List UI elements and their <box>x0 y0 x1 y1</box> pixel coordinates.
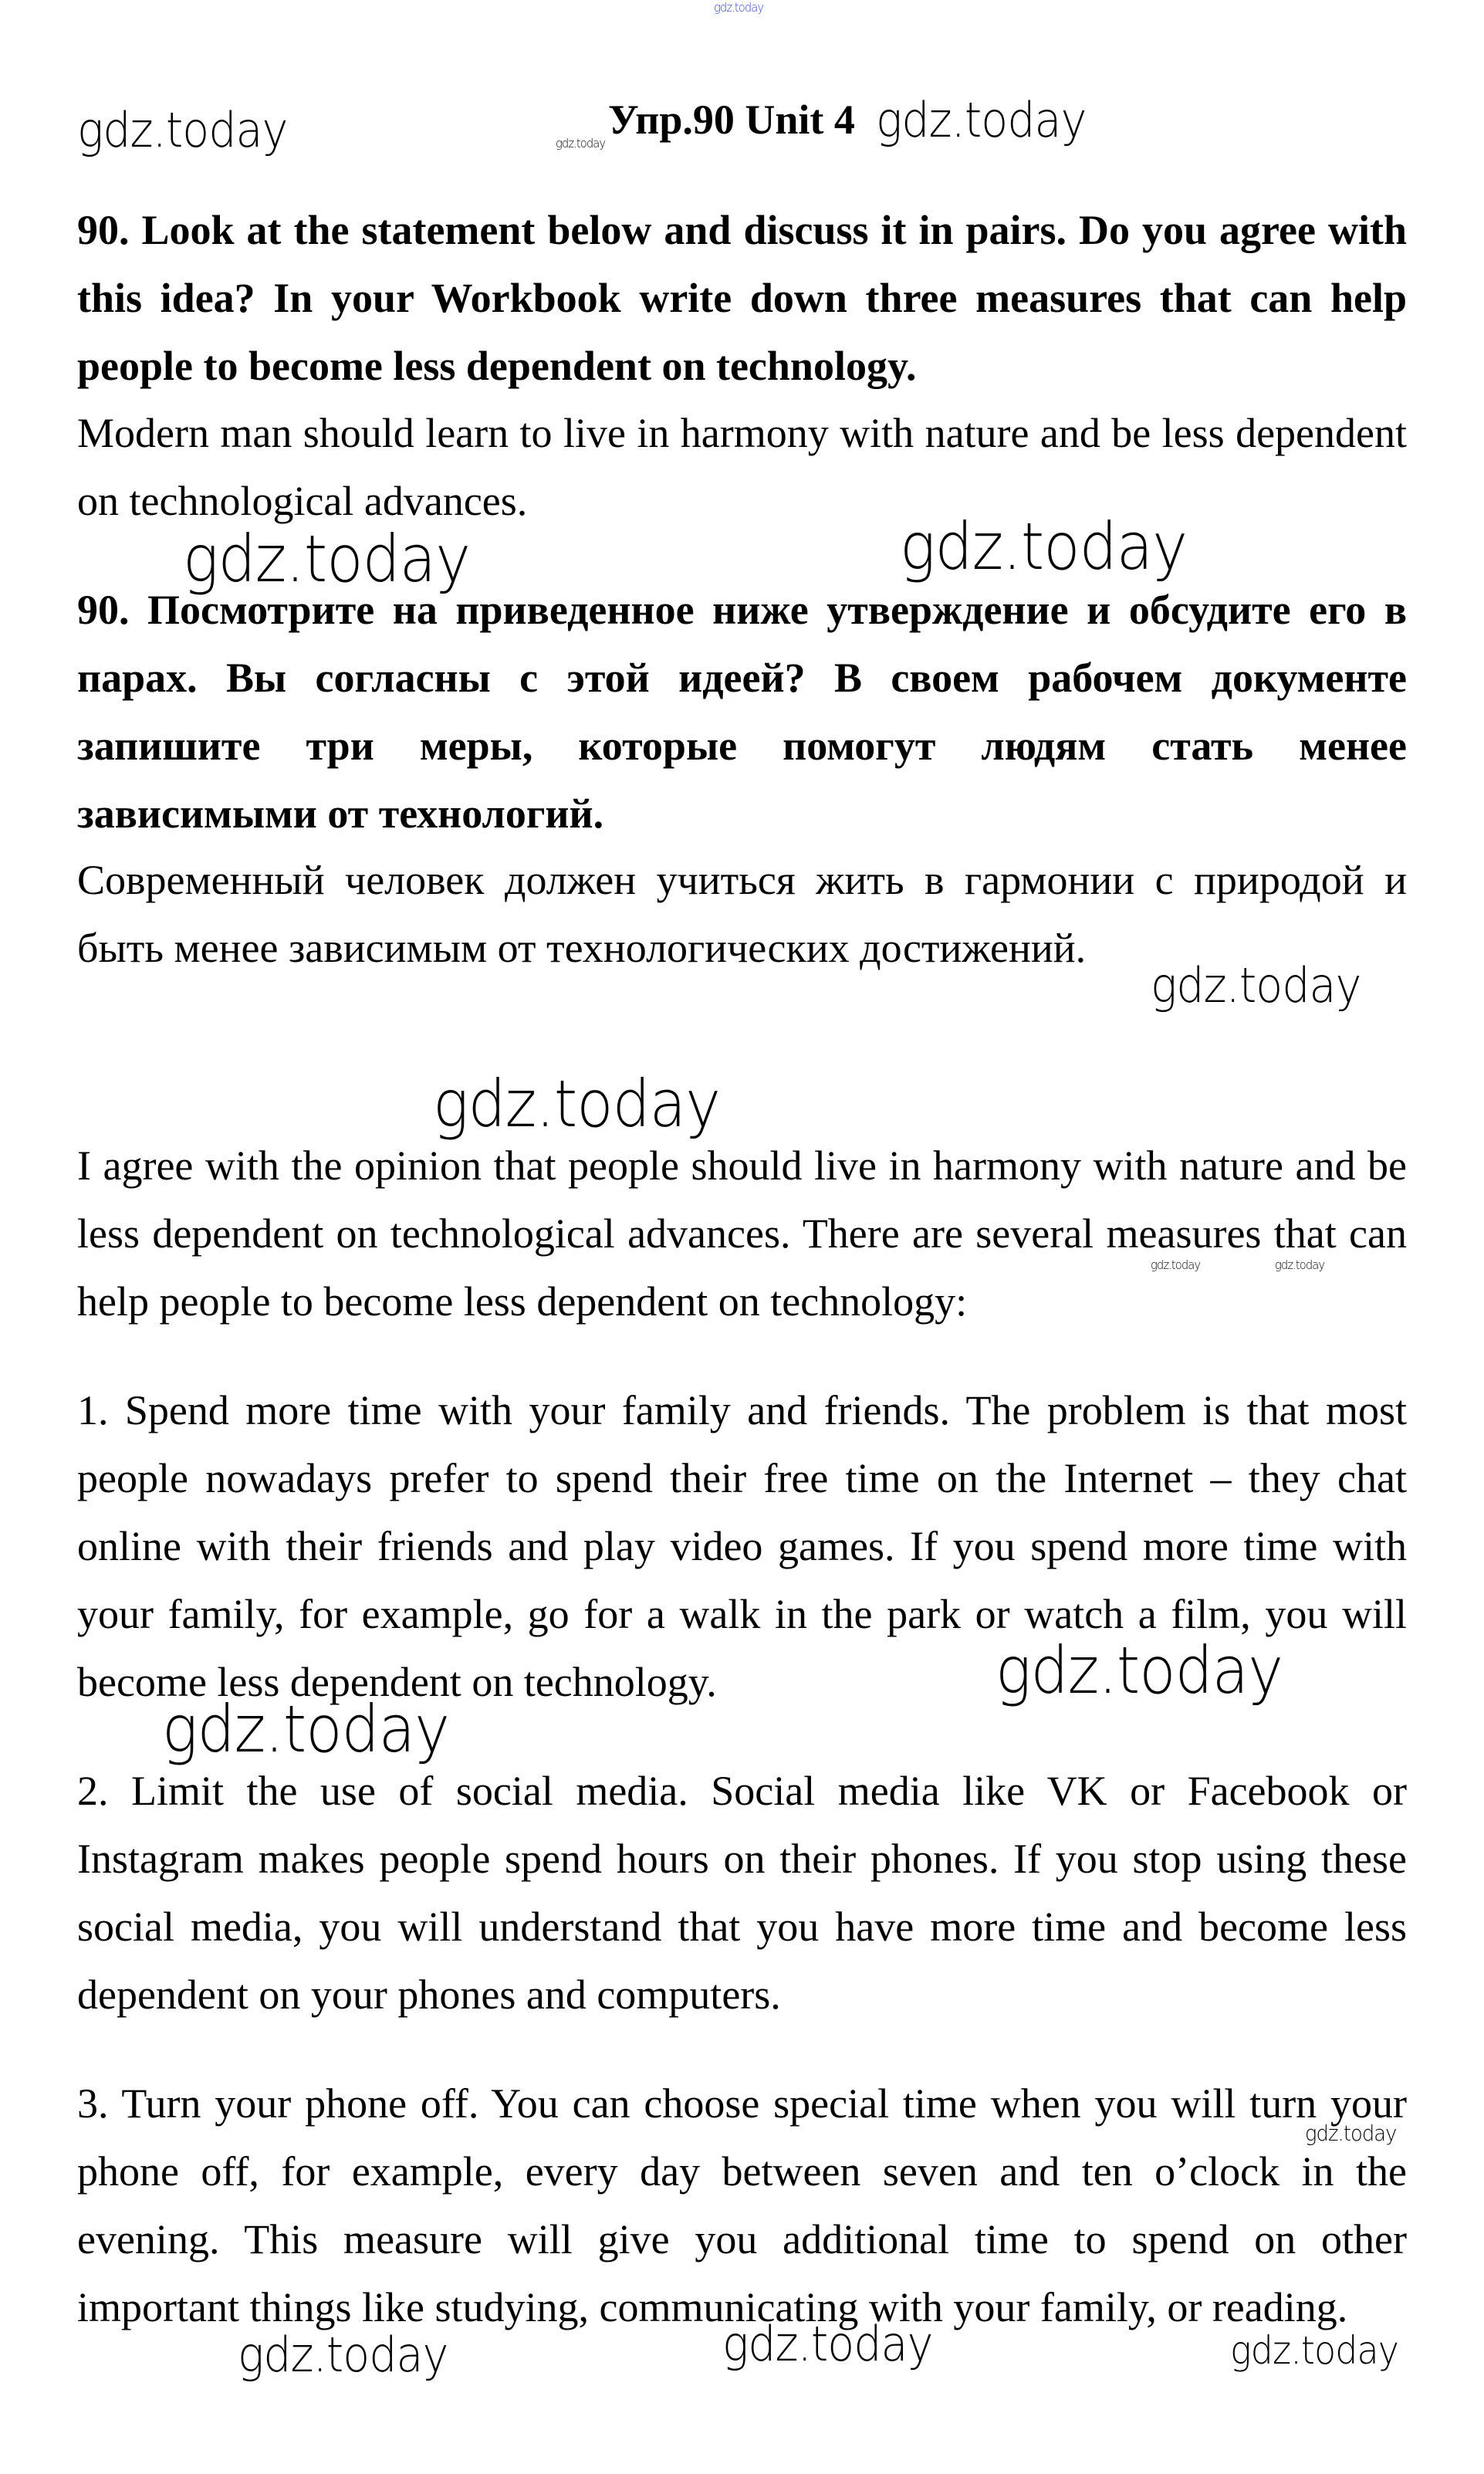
watermark: gdz.today <box>876 92 1087 148</box>
watermark: gdz.today <box>1230 2328 1399 2373</box>
watermark: gdz.today <box>162 1691 450 1767</box>
watermark: gdz.today <box>714 0 764 15</box>
watermark: gdz.today <box>77 102 288 158</box>
answer-item-2: 2. Limit the use of social media. Social media like VK or Facebook or Instagram makes people spend hours on their phones. If you stop using these social media, you will understand that you have more time and become less dependent on your phones and computers. <box>77 1768 1407 2018</box>
watermark: gdz.today <box>1151 1257 1201 1272</box>
task-instruction-en: 90. Look at the statement below and discuss it in pairs. Do you agree with this idea? In your Workbook write down three measures that can help people to become less dependent on technology. <box>77 207 1407 389</box>
watermark: gdz.today <box>1151 957 1361 1014</box>
task-statement-ru: Современный человек должен учиться жить в гармонии с природой и быть менее зависимым от технологических достижений. <box>77 857 1407 971</box>
watermark: gdz.today <box>183 521 471 597</box>
answer-item-1: 1. Spend more time with your family and friends. The problem is that most people nowadays prefer to spend their free time on the Internet – they chat online with their friends and play video games. If you spend more time with your family, for example, go for a walk in the park or watch a film, you will become less dependent on technology. <box>77 1387 1407 1705</box>
page-title: Упр.90 Unit 4 <box>608 96 855 143</box>
watermark: gdz.today <box>1305 2120 1397 2146</box>
task-instruction-ru: 90. Посмотрите на приведенное ниже утверждение и обсудите его в парах. Вы согласны с этой идеей? В своем рабочем документе запишите три меры, которые помогут людям стать менее зависимыми от технологий. <box>77 587 1407 837</box>
watermark: gdz.today <box>433 1066 721 1142</box>
answer-intro: I agree with the opinion that people should live in harmony with nature and be less dependent on technological advances. There are several measures that can help people to become less dependent on technology: <box>77 1142 1407 1325</box>
watermark: gdz.today <box>900 509 1188 584</box>
answer-item-3: 3. Turn your phone off. You can choose special time when you will turn your phone off, for example, every day between seven and ten o’clock in the evening. This measure will give you additional time to spend on other important things like studying, communicating with your family, or reading. <box>77 2080 1407 2330</box>
watermark: gdz.today <box>238 2327 448 2383</box>
task-statement-en: Modern man should learn to live in harmony with nature and be less dependent on technological advances. <box>77 410 1407 524</box>
watermark: gdz.today <box>722 2316 933 2372</box>
watermark: gdz.today <box>1275 1257 1325 1272</box>
watermark: gdz.today <box>556 136 606 151</box>
watermark: gdz.today <box>996 1633 1283 1708</box>
